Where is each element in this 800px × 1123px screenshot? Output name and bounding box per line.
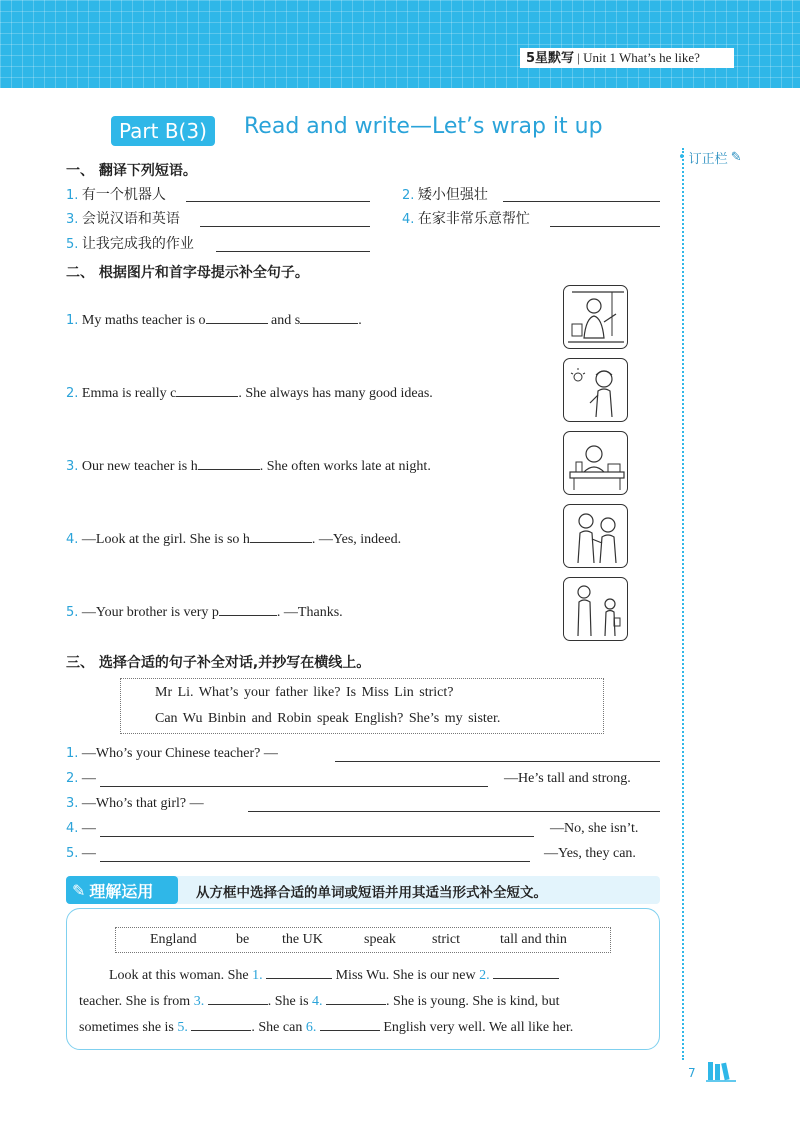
item-text: 有一个机器人 (81, 187, 166, 203)
text: sometimes she is (79, 1020, 178, 1035)
word-option: speak (364, 932, 396, 947)
unit-label: Unit 1 What’s he like? (583, 50, 700, 65)
picture-brother (563, 577, 628, 641)
picture-teacher-classroom (563, 285, 628, 349)
s3-item-5 (66, 845, 96, 863)
sentence-part: —Your brother is very p (81, 605, 219, 620)
passage-line-2 (79, 991, 560, 1011)
blank-number: 5. (177, 1020, 188, 1035)
picture-teacher-working-late (563, 431, 628, 495)
s1-item-1 (66, 186, 166, 205)
dot-icon: • (678, 149, 686, 165)
blank-input[interactable] (300, 310, 358, 324)
s2-item-3 (66, 456, 431, 476)
section1-heading: 一、 翻译下列短语。 (66, 163, 197, 179)
sentence-part: . She always has many good ideas. (238, 386, 433, 401)
word-option: tall and thin (500, 932, 567, 947)
answer-line[interactable] (335, 761, 660, 762)
application-badge (66, 876, 178, 904)
dialog-right: —Yes, they can. (544, 846, 636, 861)
page-number: 7 (688, 1066, 696, 1080)
answer-line[interactable] (100, 786, 488, 787)
s1-item-5 (66, 235, 194, 254)
section2-heading: 二、 根据图片和首字母提示补全句子。 (66, 265, 309, 281)
application-header (66, 876, 660, 904)
dialog-left: —Who’s that girl? — (81, 796, 204, 811)
text: teacher. She is from (79, 994, 194, 1009)
answer-line[interactable] (503, 201, 660, 202)
correction-text: 订正栏 (688, 151, 728, 167)
text: . She can (251, 1020, 306, 1035)
item-number: 4. (402, 212, 415, 227)
word-bank (115, 927, 611, 953)
item-number: 3. (66, 796, 79, 811)
application-box (66, 908, 660, 1050)
item-number: 1. (66, 313, 79, 328)
s3-item-3 (66, 795, 204, 813)
item-number: 3. (66, 459, 79, 474)
s2-item-5 (66, 602, 343, 622)
application-instruction: 从方框中选择合适的单词或短语并用其适当形式补全短文。 (196, 885, 547, 901)
dialog-left: — (81, 846, 96, 861)
item-number: 1. (66, 746, 79, 761)
blank-input[interactable] (266, 965, 332, 979)
header-band (0, 0, 800, 88)
sentence-part: Emma is really c (81, 386, 177, 401)
pencil-icon: ✎ (730, 149, 742, 165)
item-number: 2. (66, 771, 79, 786)
blank-input[interactable] (176, 383, 238, 397)
blank-input[interactable] (191, 1017, 251, 1031)
unit-tag (520, 48, 734, 68)
sentence-part: . (358, 313, 362, 328)
picture-girl-idea (563, 358, 628, 422)
options-box (120, 678, 604, 734)
blank-number: 1. (252, 968, 263, 983)
sentence-part: —Look at the girl. She is so h (81, 532, 250, 547)
answer-line[interactable] (100, 861, 530, 862)
s2-item-1 (66, 310, 362, 330)
edit-icon: ✎ (72, 880, 86, 900)
word-option: the UK (282, 932, 323, 947)
text: Miss Wu. She is our new (332, 968, 480, 983)
s1-item-2 (402, 186, 488, 205)
word-option: strict (432, 932, 460, 947)
answer-line[interactable] (186, 201, 370, 202)
correction-sidebar-line (682, 148, 684, 1060)
blank-number: 3. (193, 994, 205, 1009)
options-row-2: Can Wu Binbin and Robin speak English? She’s my sister. (155, 711, 501, 726)
answer-line[interactable] (216, 251, 370, 252)
item-number: 1. (66, 188, 79, 203)
dialog-left: — (81, 821, 96, 836)
section3-heading: 三、 选择合适的句子补全对话,并抄写在横线上。 (66, 655, 371, 671)
blank-input[interactable] (219, 602, 277, 616)
passage-line-3 (79, 1017, 573, 1037)
blank-input[interactable] (493, 965, 559, 979)
item-text: 矮小但强壮 (417, 187, 488, 203)
item-text: 会说汉语和英语 (81, 211, 180, 227)
application-badge-label: 理解运用 (89, 881, 154, 901)
sentence-part: Our new teacher is h (81, 459, 198, 474)
separator: | (574, 50, 584, 65)
blank-input[interactable] (206, 310, 268, 324)
item-text: 让我完成我的作业 (81, 236, 194, 252)
stars-label: 5星默写 (526, 51, 575, 66)
item-number: 2. (402, 188, 415, 203)
text: . She is young. She is kind, but (386, 994, 560, 1009)
blank-number: 2. (479, 968, 490, 983)
item-number: 2. (66, 386, 79, 401)
blank-input[interactable] (320, 1017, 380, 1031)
s1-item-4 (402, 210, 530, 229)
sentence-part: . —Thanks. (276, 605, 343, 620)
options-row-1: Mr Li. What’s your father like? Is Miss Lin strict? (155, 685, 454, 700)
answer-line[interactable] (100, 836, 534, 837)
item-number: 4. (66, 532, 79, 547)
s3-item-4 (66, 820, 96, 838)
sentence-part: . —Yes, indeed. (311, 532, 402, 547)
blank-input[interactable] (326, 991, 386, 1005)
dialog-right: —No, she isn’t. (550, 821, 639, 836)
sentence-part: My maths teacher is o (81, 313, 206, 328)
s1-item-3 (66, 210, 180, 229)
passage-line-1 (109, 965, 559, 985)
s3-item-2 (66, 770, 96, 788)
dialog-left: — (81, 771, 96, 786)
dialog-right: —He’s tall and strong. (504, 771, 631, 786)
item-number: 5. (66, 846, 79, 861)
item-number: 5. (66, 605, 79, 620)
s2-item-4 (66, 529, 401, 549)
item-number: 5. (66, 237, 79, 252)
part-badge: Part B(3) (111, 116, 215, 146)
blank-input[interactable] (250, 529, 312, 543)
item-text: 在家非常乐意帮忙 (417, 211, 530, 227)
text: . She is (267, 994, 313, 1009)
blank-input[interactable] (198, 456, 260, 470)
books-icon (706, 1060, 736, 1087)
s2-item-2 (66, 383, 433, 403)
dialog-left: —Who’s your Chinese teacher? — (81, 746, 278, 761)
text: Look at this woman. She (109, 968, 253, 983)
sentence-part: . She often works late at night. (259, 459, 431, 474)
part-title: Read and write—Let’s wrap it up (244, 114, 603, 139)
answer-line[interactable] (200, 226, 370, 227)
blank-number: 4. (312, 994, 323, 1009)
answer-line[interactable] (248, 811, 660, 812)
item-number: 3. (66, 212, 79, 227)
blank-number: 6. (305, 1020, 317, 1035)
blank-input[interactable] (208, 991, 268, 1005)
picture-girl-helping (563, 504, 628, 568)
item-number: 4. (66, 821, 79, 836)
word-option: England (150, 932, 197, 947)
word-option: be (236, 932, 250, 947)
sentence-part: and s (267, 313, 301, 328)
correction-column-label (678, 146, 764, 168)
text: English very well. We all like her. (379, 1020, 574, 1035)
s3-item-1 (66, 745, 278, 763)
answer-line[interactable] (550, 226, 660, 227)
